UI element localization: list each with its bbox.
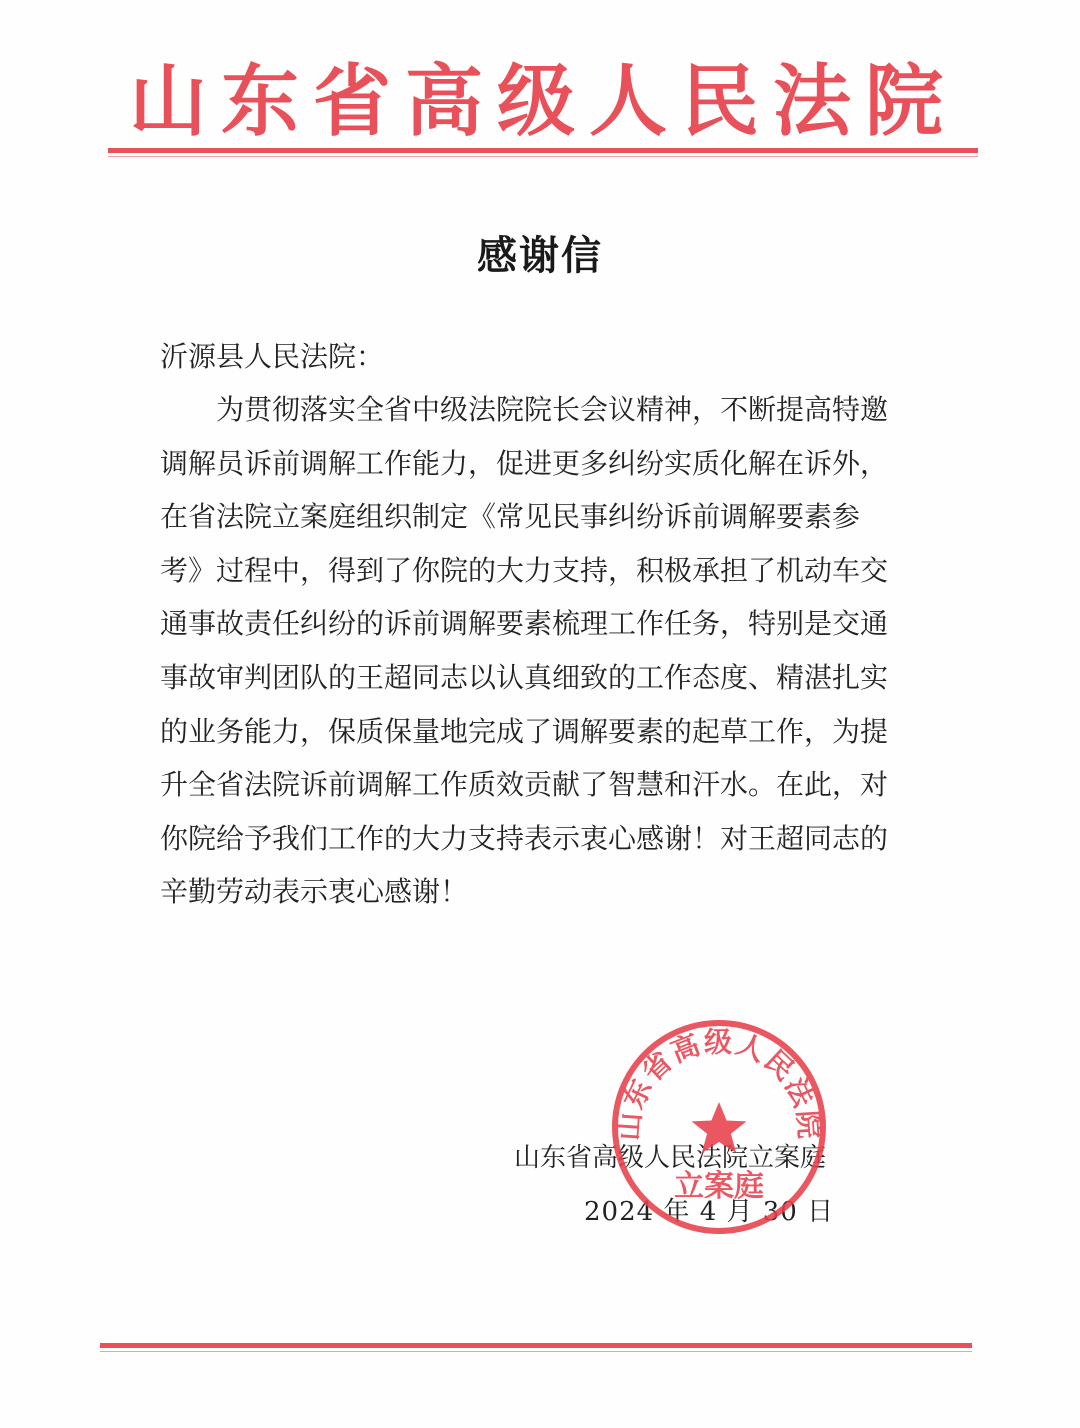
body-line: 你院给予我们工作的大力支持表示衷心感谢！对王超同志的 <box>160 821 889 855</box>
letterhead-divider-thin <box>108 156 978 157</box>
body-line: 辛勤劳动表示衷心感谢！ <box>160 875 469 909</box>
body-line: 通事故责任纠纷的诉前调解要素梳理工作任务，特别是交通 <box>160 607 889 641</box>
letterhead-title: 山东省高级人民法院 <box>128 56 957 147</box>
footer-divider-thin <box>100 1351 972 1352</box>
body-line: 考》过程中，得到了你院的大力支持，积极承担了机动车交 <box>160 553 889 587</box>
letter-date: 2024 年 4 月 30 日 <box>584 1197 835 1227</box>
body-line: 为贯彻落实全省中级法院院长会议精神，不断提高特邀 <box>160 393 889 426</box>
seal-center-text: 立案庭 <box>674 1169 764 1204</box>
seal-ring-text: 山东省高级人民法院 <box>612 1025 826 1142</box>
body-line: 的业务能力，保质保量地完成了调解要素的起草工作，为提 <box>160 714 889 748</box>
footer-divider <box>100 1343 972 1348</box>
official-seal <box>608 1016 830 1238</box>
letter-signature: 山东省高级人民法院立案庭 <box>514 1143 827 1173</box>
star-icon <box>692 1102 747 1153</box>
letter-body <box>160 383 920 919</box>
body-line: 调解员诉前调解工作能力，促进更多纠纷实质化解在诉外， <box>160 446 889 480</box>
letter-salutation: 沂源县人民法院： <box>160 340 385 373</box>
body-line: 在省法院立案庭组织制定《常见民事纠纷诉前调解要素参 <box>160 500 861 534</box>
body-line: 升全省法院诉前调解工作质效贡献了智慧和汗水。在此，对 <box>160 768 889 802</box>
letter-title: 感谢信 <box>477 232 603 279</box>
body-line: 事故审判团队的王超同志以认真细致的工作态度、精湛扎实 <box>160 660 889 694</box>
letterhead-divider <box>108 148 978 153</box>
